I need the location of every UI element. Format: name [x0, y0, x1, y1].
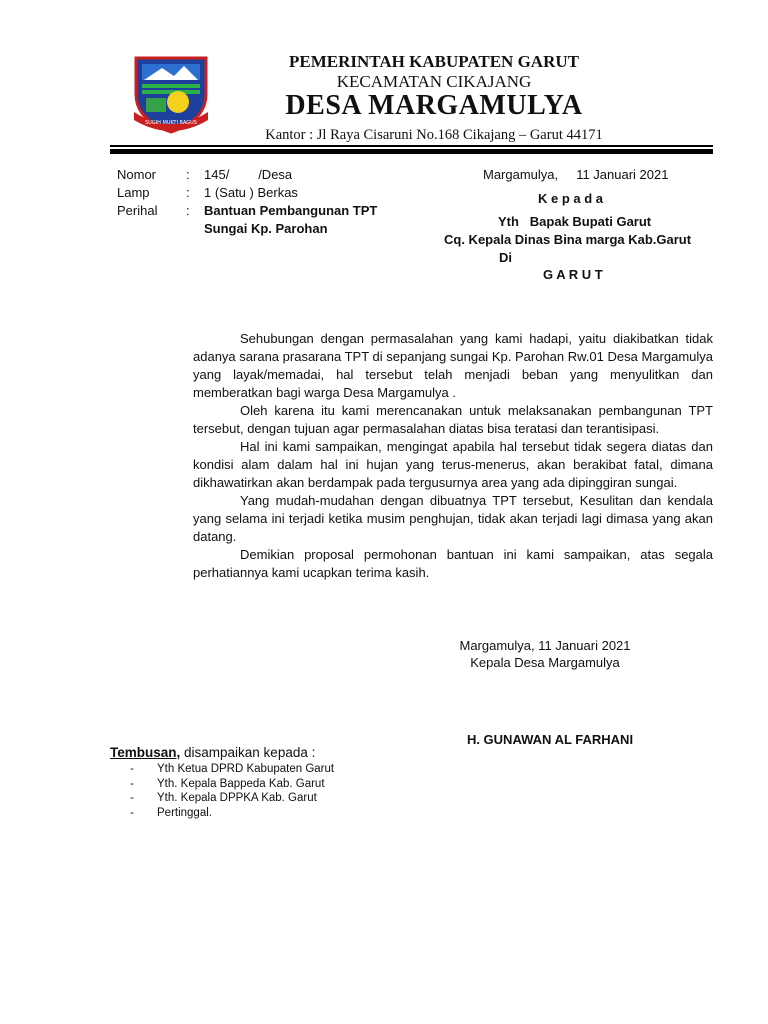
nomor-label: Nomor	[117, 167, 157, 182]
lamp-label: Lamp	[117, 185, 150, 200]
body-paragraph: Yang mudah-mudahan dengan dibuatnya TPT tersebut, Kesulitan dan kendala yang selama ini terjadi ketika musim penghujan, tidak akan terjadi lagi dimasa yang akan datang.	[193, 493, 713, 544]
body-paragraph: Hal ini kami sampaikan, mengingat apabila hal tersebut tidak segera diatas dan kondisi alam dalam hal ini hujan yang terus-menerus, akan berakibat fatal, dimana dikhawatirkan akan berdampak pada tergusurnya area yang ada dipinggiran sungai.	[193, 439, 713, 490]
letterhead-address: Kantor : Jl Raya Cisaruni No.168 Cikajang – Garut 44171	[265, 127, 603, 143]
list-dash: -	[130, 777, 134, 790]
recipient-yth: Yth Bapak Bupati Garut	[498, 214, 652, 229]
list-dash: -	[130, 792, 134, 804]
perihal-value-line1: Bantuan Pembangunan TPT	[204, 203, 378, 218]
body-paragraph: Sehubungan dengan permasalahan yang kami hadapi, yaitu diakibatkan tidak adanya sarana prasarana TPT di sepanjang sungai Kp. Parohan Rw.01 Desa Margamulya yang layak/memadai, hal tersebut telah menjadi beban yang menyulitkan dan memberatkan bagi warga Desa Margamulya .	[193, 331, 713, 400]
list-item	[130, 791, 334, 806]
list-item-text: Yth Ketua DPRD Kabupaten Garut	[157, 763, 335, 775]
list-dash: -	[130, 763, 134, 775]
village-emblem-logo	[132, 50, 210, 136]
letterhead-village: DESA MARGAMULYA	[285, 90, 583, 121]
svg-text:SUGIH MUKTI BAGUS: SUGIH MUKTI BAGUS	[145, 120, 197, 126]
body-paragraph: Oleh karena itu kami merencanakan untuk melaksanakan pembangunan TPT tersebut, dengan tujuan agar permasalahan diatas bisa teratasi dan terantisipasi.	[193, 403, 713, 436]
signature-title: Kepala Desa Margamulya	[470, 655, 620, 670]
lamp-colon: :	[186, 185, 190, 200]
letterhead-district: KECAMATAN CIKAJANG	[336, 72, 532, 91]
list-item	[130, 806, 334, 821]
signature-place-date: Margamulya, 11 Januari 2021	[459, 638, 631, 653]
letterhead-rule-thin	[110, 145, 713, 147]
list-item-text: Yth. Kepala Bappeda Kab. Garut	[157, 777, 325, 790]
letter-body	[193, 330, 713, 582]
perihal-value-line2: Sungai Kp. Parohan	[204, 221, 328, 236]
tembusan-rest: disampaikan kepada :	[180, 745, 316, 760]
lamp-value: 1 (Satu ) Berkas	[204, 185, 298, 200]
list-dash: -	[130, 806, 134, 819]
nomor-colon: :	[186, 167, 190, 182]
tembusan-list	[130, 762, 334, 820]
perihal-colon: :	[186, 203, 190, 218]
list-item-text: Yth. Kepala DPPKA Kab. Garut	[157, 792, 317, 804]
signature-name: H. GUNAWAN AL FARHANI	[466, 732, 634, 747]
recipient-di: Di	[499, 250, 512, 265]
perihal-label: Perihal	[117, 203, 158, 218]
list-item	[130, 762, 334, 777]
recipient-cq: Cq. Kepala Dinas Bina marga Kab.Garut	[444, 232, 692, 247]
kepada-label: K e p a d a	[538, 191, 604, 206]
letter-place-date: Margamulya, 11 Januari 2021	[483, 167, 669, 182]
list-item-text: Pertinggal.	[157, 806, 212, 819]
tembusan-heading	[110, 745, 315, 760]
letterhead-government: PEMERINTAH KABUPATEN GARUT	[289, 52, 579, 71]
body-paragraph: Demikian proposal permohonan bantuan ini kami sampaikan, atas segala perhatiannya kami ucapkan terima kasih.	[193, 547, 713, 580]
letterhead-rule-thick	[110, 149, 713, 154]
tembusan-label: Tembusan,	[110, 745, 181, 760]
nomor-value: 145/ /Desa	[204, 167, 293, 182]
list-item	[130, 777, 334, 792]
recipient-city: G A R U T	[543, 267, 603, 282]
